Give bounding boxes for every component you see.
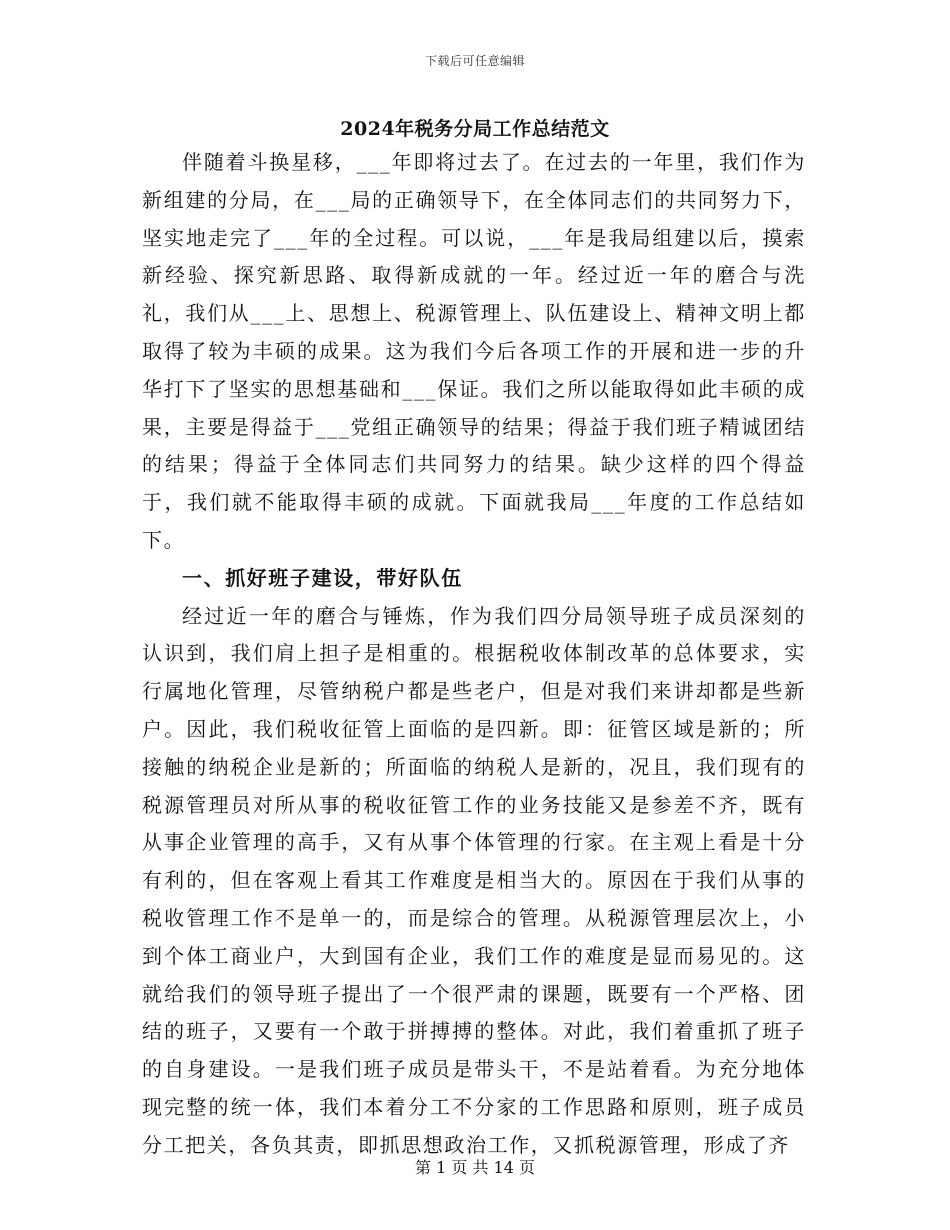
- section-paragraph: 经过近一年的磨合与锤炼，作为我们四分局领导班子成员深刻的认识到，我们肩上担子是相重的。根据税收体制改革的总体要求，实行属地化管理，尽管纳税户都是些老户，但是对我们来讲却都是些新户。因此，我们税收征管上面临的是四新。即：征管区域是新的；所接触的纳税企业是新的；所面临的纳税人是新的，况且，我们现有的税源管理员对所从事的税收征管工作的业务技能又是参差不齐，既有从事企业管理的高手，又有从事个体管理的行家。在主观上看是十分有利的，但在客观上看其工作难度是相当大的。原因在于我们从事的税收管理工作不是单一的，而是综合的管理。从税源管理层次上，小到个体工商业户，大到国有企业，我们工作的难度是显而易见的。这就给我们的领导班子提出了一个很严肃的课题，既要有一个严格、团结的班子，又要有一个敢于拼搏搏的整体。对此，我们着重抓了班子的自身建设。一是我们班子成员是带头干，不是站着看。为充分地体现完整的统一体，我们本着分工不分家的工作思路和原则，班子成员分工把关，各负其责，即抓思想政治工作，又抓税源管理，形成了齐: [142, 603, 806, 1157]
- section-heading: 一、抓好班子建设，带好队伍: [182, 565, 463, 590]
- header-note: 下载后可任意编辑: [424, 54, 525, 68]
- document-title: 2024年税务分局工作总结范文: [340, 118, 610, 140]
- page-footer: 第 1 页 共 14 页: [415, 1158, 535, 1177]
- document-body: [142, 144, 806, 1165]
- intro-paragraph: 伴随着斗换星移，___年即将过去了。在过去的一年里，我们作为新组建的分局，在___局的正确领导下，在全体同志们的共同努力下，坚实地走完了___年的全过程。可以说，___年是我局组建以后，摸索新经验、探究新思路、取得新成就的一年。经过近一年的磨合与洗礼，我们从___上、思想上、税源管理上、队伍建设上、精神文明上都取得了较为丰硕的成果。这为我们今后各项工作的开展和进一步的升华打下了坚实的思想基础和___保证。我们之所以能取得如此丰硕的成果，主要是得益于___党组正确领导的结果；得益于我们班子精诚团结的结果；得益于全体同志们共同努力的结果。缺少这样的四个得益于，我们就不能取得丰硕的成就。下面就我局___年度的工作总结如下。: [142, 150, 806, 552]
